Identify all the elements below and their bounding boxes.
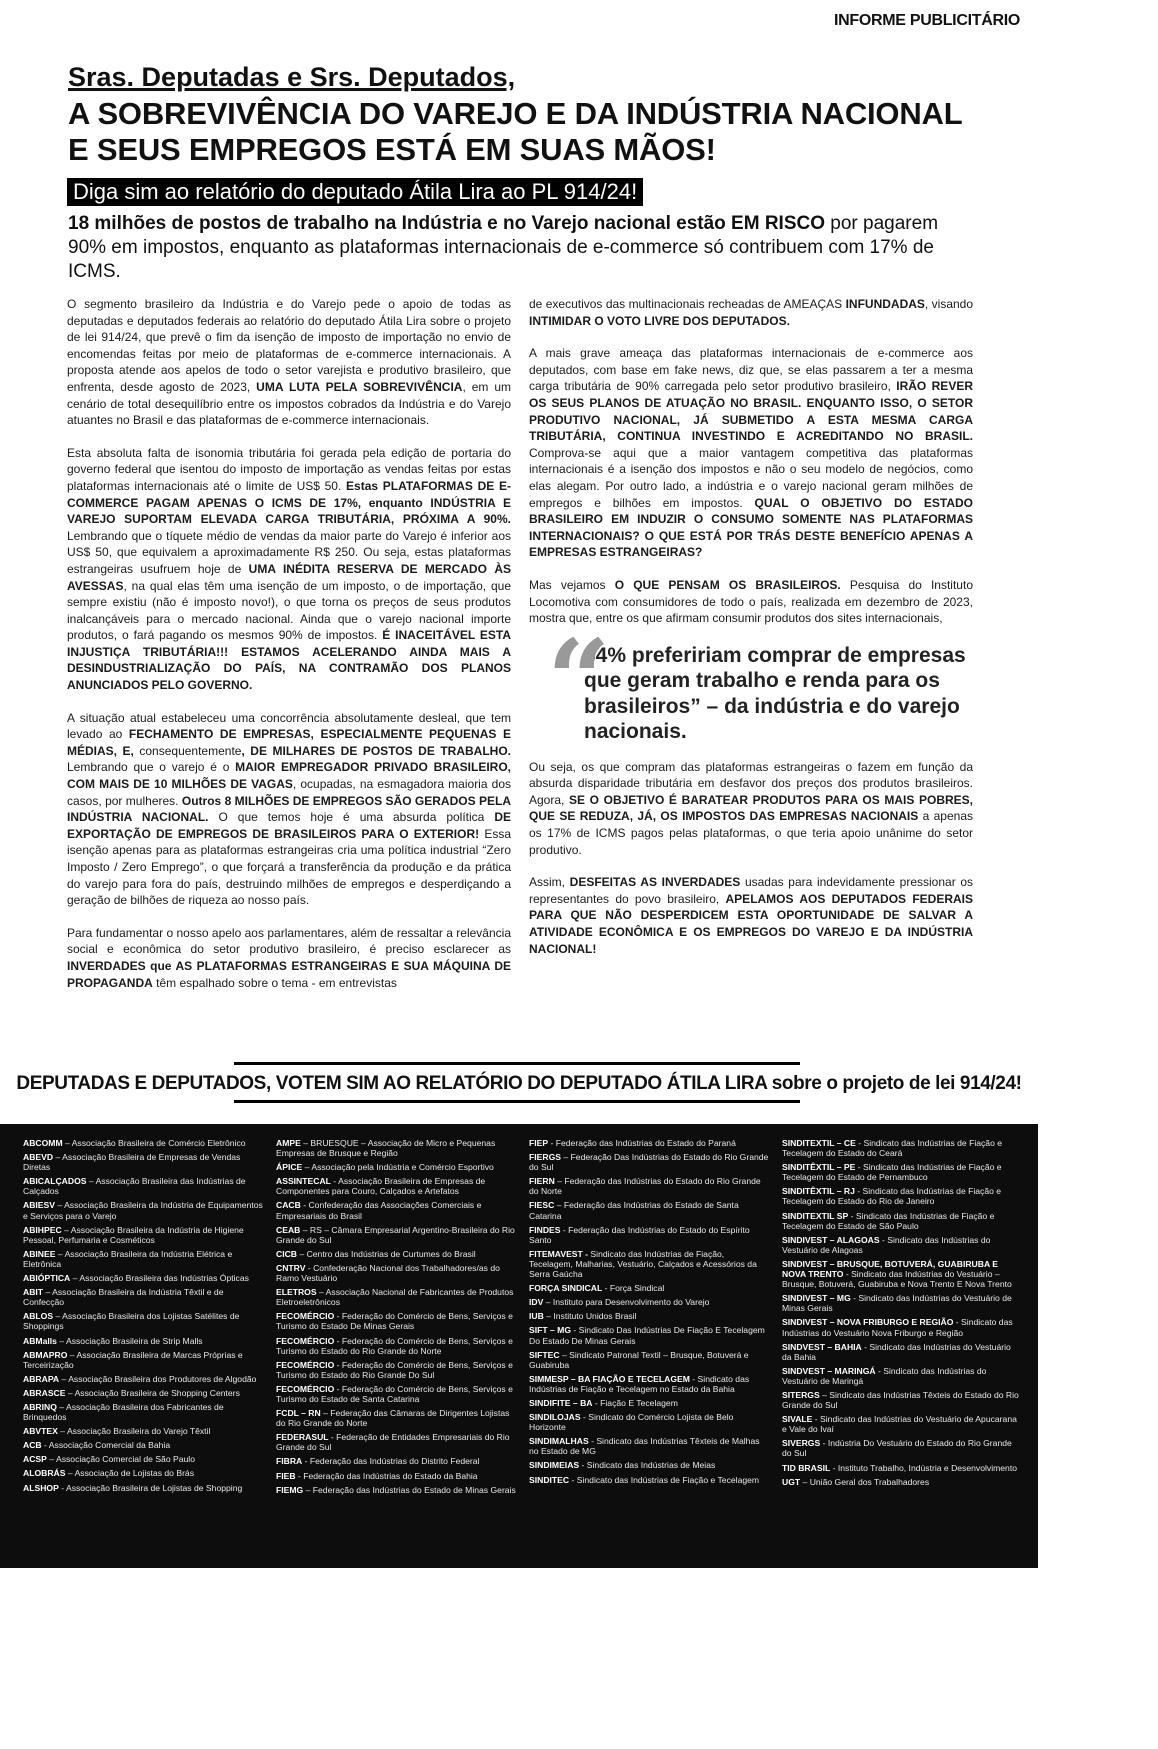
body-text: de executivos das multinacionais recheadas de AMEAÇAS bbox=[529, 297, 846, 311]
signatory-name: ABRINQ bbox=[23, 1401, 57, 1412]
signatory-description: - Sindicato das Indústrias de Meias bbox=[579, 1460, 716, 1471]
signatory-name: FIEB bbox=[276, 1470, 296, 1481]
signatory-description: - Confederação das Associações Comerciais e Empresariais do Brasil bbox=[276, 1200, 482, 1221]
signatory-description: – Centro das Indústrias de Curtumes do Brasil bbox=[297, 1248, 476, 1259]
signatory-item bbox=[529, 1225, 769, 1245]
signatory-description: - Federação das Indústrias do Estado do Espírito Santo bbox=[529, 1224, 750, 1245]
signatories-column-1 bbox=[23, 1138, 263, 1497]
body-text: Assim, bbox=[529, 875, 570, 890]
signatory-item bbox=[782, 1235, 1022, 1255]
signatory-description: - Força Sindical bbox=[602, 1283, 665, 1294]
signatory-item bbox=[23, 1402, 263, 1422]
signatory-item bbox=[782, 1138, 1022, 1158]
emphasis-text: MAIOR EMPREGADOR PRIVADO BRASILEIRO, COM MAIS DE 10 MILHÕES DE VAGAS bbox=[67, 760, 511, 792]
signatory-name: ACB bbox=[23, 1440, 42, 1451]
signatory-item bbox=[782, 1463, 1022, 1473]
signatory-item bbox=[23, 1336, 263, 1346]
signatory-name: ABCOMM bbox=[23, 1138, 63, 1148]
signatory-description: – Associação Brasileira dos Produtores de Algodão bbox=[59, 1373, 257, 1384]
signatory-item bbox=[23, 1468, 263, 1478]
signatory-item bbox=[529, 1297, 769, 1307]
signatory-description: - Sindicato do Comércio Lojista de Belo Horizonte bbox=[529, 1412, 734, 1433]
body-paragraph bbox=[67, 925, 511, 991]
signatory-item bbox=[23, 1388, 263, 1398]
signatory-description: - Sindicato das Indústrias de Fiação e Tecelagem do Estado do Ceará bbox=[782, 1138, 1003, 1159]
body-paragraph bbox=[67, 710, 511, 909]
signatory-name: ABICALÇADOS bbox=[23, 1176, 87, 1187]
signatory-item bbox=[23, 1287, 263, 1307]
signatory-item bbox=[276, 1263, 516, 1283]
signatory-description: – RS – Câmara Empresarial Argentino-Brasileira do Rio Grande do Sul bbox=[276, 1224, 515, 1245]
signatory-name: SIFT – MG bbox=[529, 1325, 572, 1336]
signatory-name: FIERN bbox=[529, 1176, 555, 1187]
signatory-name: FIBRA bbox=[276, 1456, 303, 1467]
signatory-description: - Sindicato das Indústrias Têxteis de Malhas no Estado de MG bbox=[529, 1436, 760, 1457]
signatory-description: - Federação do Comércio de Bens, Serviços e Turismo do Estado do Rio Grande do Norte bbox=[276, 1335, 513, 1356]
signatory-item bbox=[529, 1412, 769, 1432]
signatory-description: – BRUESQUE – Associação de Micro e Pequenas Empresas de Brusque e Região bbox=[276, 1138, 496, 1159]
signatory-name: ABMalls bbox=[23, 1335, 57, 1346]
signatory-description: – Associação Brasileira de Marcas Próprias e Terceirização bbox=[23, 1349, 243, 1370]
signatory-description: – Associação Nacional de Fabricantes de Produtos Eletroeletrônicos bbox=[276, 1287, 514, 1308]
signatory-name: FECOMÉRCIO bbox=[276, 1359, 335, 1370]
emphasis-text: FECHAMENTO DE EMPRESAS, ESPECIALMENTE PEQUENAS E MÉDIAS, E, bbox=[67, 727, 511, 758]
banner-subtitle: Diga sim ao relatório do deputado Átila Lira ao PL 914/24! bbox=[67, 178, 643, 206]
signatory-name: SINDIVEST – ALAGOAS bbox=[782, 1234, 880, 1245]
signatory-description: - Instituto Trabalho, Indústria e Desenvolvimento bbox=[830, 1462, 1017, 1473]
signatory-name: FCDL – RN bbox=[276, 1408, 321, 1419]
signatory-item bbox=[782, 1438, 1022, 1458]
lead-paragraph bbox=[68, 212, 968, 284]
signatory-description: - Confederação Nacional dos Trabalhadores/as do Ramo Vestuário bbox=[276, 1262, 500, 1284]
signatory-name: ABIÓPTICA bbox=[23, 1273, 71, 1284]
signatory-description: – Associação Brasileira do Varejo Têxtil bbox=[57, 1426, 211, 1437]
signatory-name: ABIHPEC bbox=[23, 1224, 62, 1235]
signatory-item bbox=[276, 1138, 516, 1158]
signatory-item bbox=[529, 1249, 769, 1279]
signatory-item bbox=[529, 1436, 769, 1456]
signatory-item bbox=[23, 1440, 263, 1450]
signatory-description: – Associação Brasileira de Empresas de Vendas Diretas bbox=[23, 1152, 241, 1173]
signatory-name: TID BRASIL bbox=[782, 1462, 831, 1473]
signatory-description: Sindicato das Indústrias de Fiação, Tecelagem, Malharias, Vestuário, Calçados e Acessórios da Serra Gaúcha bbox=[529, 1248, 757, 1280]
signatories-column-2 bbox=[276, 1138, 516, 1499]
signatory-description: - Federação das Indústrias do Estado do Paraná bbox=[548, 1138, 736, 1148]
signatory-item bbox=[782, 1211, 1022, 1231]
signatory-description: – Associação Brasileira dos Lojistas Satélites de Shoppings bbox=[23, 1311, 240, 1332]
signatory-name: FEDERASUL bbox=[276, 1432, 329, 1443]
signatory-description: - Associação Comercial da Bahia bbox=[41, 1440, 171, 1451]
signatory-name: ACSP bbox=[23, 1454, 47, 1465]
signatory-name: ABEVD bbox=[23, 1152, 54, 1163]
signatory-description: - Sindicato das Indústrias do Vestuário de Maringá bbox=[782, 1365, 987, 1386]
signatory-item bbox=[782, 1317, 1022, 1337]
emphasis-text: DE EXPORTAÇÃO DE EMPREGOS DE BRASILEIROS PARA O EXTERIOR! bbox=[67, 810, 511, 841]
signatory-item bbox=[782, 1477, 1022, 1487]
body-text: consequentemente bbox=[139, 743, 242, 758]
signatory-description: – Federação das Indústrias do Estado de Minas Gerais bbox=[303, 1484, 516, 1495]
signatory-name: SINDILOJAS bbox=[529, 1412, 581, 1423]
signatory-name: IUB bbox=[529, 1311, 544, 1322]
signatory-description: - Sindicato das Indústrias de Fiação e Tecelagem no Estado da Bahia bbox=[529, 1373, 750, 1394]
signatory-item bbox=[23, 1374, 263, 1384]
signatory-description: - Sindicato das Indústrias do Vestuário – Brusque, Botuverá, Guabiruba e Nova Trento E Nova Trento bbox=[782, 1269, 1012, 1290]
signatory-item bbox=[782, 1293, 1022, 1313]
signatory-description: – Instituto para Desenvolvimento do Varejo bbox=[543, 1297, 710, 1308]
signatory-description: - Sindicato das Indústrias do Vestuário da Bahia bbox=[782, 1341, 1011, 1362]
signatory-item bbox=[23, 1225, 263, 1245]
emphasis-text: INTIMIDAR O VOTO LIVRE DOS DEPUTADOS. bbox=[529, 313, 790, 328]
signatory-item bbox=[782, 1259, 1022, 1289]
body-text: Essa isenção apenas para as plataformas estrangeiras cria uma política industrial “Zero Imposto / Zero Emprego”, o que forçará a transferência da produção e da prática do varejo para fora do país, destruindo milhões de empregos e desperdiçando a geração de bilhões de riqueza ao nosso país. bbox=[67, 826, 512, 908]
body-paragraph bbox=[529, 296, 973, 329]
quote-text: 84% prefeririam comprar de empresas que geram trabalho e renda para os brasileiros” – da indústria e do varejo nacionais. bbox=[584, 643, 966, 744]
signatory-name: AMPE bbox=[276, 1138, 301, 1148]
signatory-name: SIFTEC bbox=[529, 1349, 560, 1360]
signatory-item bbox=[276, 1176, 516, 1196]
body-text: A mais grave ameaça das plataformas internacionais de e-commerce aos deputados, com base em fake news, diz que, se elas passarem a ter a mesma carga tributária de 90% carregada pelo setor produtivo brasileiro, bbox=[529, 346, 973, 394]
signatories-column-3 bbox=[529, 1138, 769, 1489]
signatory-description: – Instituto Unidos Brasil bbox=[543, 1311, 637, 1322]
signatory-name: ABINEE bbox=[23, 1248, 56, 1259]
signatory-description: - Federação do Comércio de Bens, Serviços e Turismo do Estado do Rio Grande Do Sul bbox=[276, 1359, 513, 1380]
emphasis-text: O QUE PENSAM OS BRASILEIROS. bbox=[614, 577, 841, 592]
emphasis-text: É INACEITÁVEL ESTA INJUSTIÇA TRIBUTÁRIA!!! ESTAMOS ACELERANDO AINDA MAIS A DESINDUSTRIALIZAÇÃO DO PAÍS, NA CONTRAMÃO DOS PLANOS ANUNCIADOS PELO GOVERNO. bbox=[67, 628, 512, 693]
signatory-description: – Associação Comercial de São Paulo bbox=[46, 1454, 195, 1465]
signatory-name: FORÇA SINDICAL bbox=[529, 1283, 603, 1294]
signatory-description: – Sindicato Patronal Textil – Brusque, Botuverá e Guabiruba bbox=[529, 1349, 749, 1370]
body-paragraph bbox=[529, 759, 973, 859]
body-text: têm espalhado sobre o tema - em entrevistas bbox=[152, 975, 397, 990]
signatory-item bbox=[529, 1374, 769, 1394]
signatory-name: ELETROS bbox=[276, 1287, 317, 1298]
signatory-name: FIERGS bbox=[529, 1152, 561, 1163]
signatory-description: – Associação Brasileira da Indústria Elétrica e Eletrônica bbox=[23, 1248, 233, 1269]
body-text: A situação atual estabeleceu uma concorrência absolutamente desleal, que tem levado ao bbox=[67, 710, 511, 742]
signatory-item bbox=[529, 1283, 769, 1293]
signatory-name: ABLOS bbox=[23, 1311, 54, 1322]
signatory-description: – Associação Brasileira de Strip Malls bbox=[56, 1335, 203, 1346]
signatory-description: – Associação pela Indústria e Comércio Esportivo bbox=[302, 1162, 494, 1173]
signatory-item bbox=[782, 1186, 1022, 1206]
signatory-item bbox=[23, 1311, 263, 1331]
signatory-description: - Federação do Comércio de Bens, Serviços e Turismo do Estado De Minas Gerais bbox=[276, 1311, 513, 1332]
signatory-name: IDV bbox=[529, 1297, 544, 1308]
signatory-item bbox=[23, 1483, 263, 1493]
emphasis-text: QUAL O OBJETIVO DO ESTADO BRASILEIRO EM INDUZIR O CONSUMO SOMENTE NAS PLATAFORMAS INTERNACIONAIS? O QUE ESTÁ POR TRÁS DESTE BENEFÍCIO APENAS A EMPRESAS ESTRANGEIRAS? bbox=[529, 495, 973, 560]
signatory-name: CACB bbox=[276, 1200, 301, 1211]
signatory-description: - Sindicato das Indústrias do Vestuário de Alagoas bbox=[782, 1234, 991, 1255]
signatory-item bbox=[23, 1152, 263, 1172]
right-column-bottom bbox=[529, 759, 973, 958]
emphasis-text: Outros 8 MILHÕES DE EMPREGOS SÃO GERADOS PELA INDÚSTRIA NACIONAL. bbox=[67, 793, 511, 825]
signatory-name: FIESC bbox=[529, 1200, 555, 1211]
signatory-item bbox=[782, 1366, 1022, 1386]
informe-publicitario-label: INFORME PUBLICITÁRIO bbox=[834, 12, 1020, 29]
signatory-item bbox=[529, 1311, 769, 1321]
signatory-name: CNTRV bbox=[276, 1262, 306, 1273]
signatory-item bbox=[23, 1200, 263, 1220]
signatory-item bbox=[276, 1432, 516, 1452]
right-column-top bbox=[529, 296, 973, 627]
signatory-item bbox=[23, 1350, 263, 1370]
body-text: Mas vejamos bbox=[529, 577, 615, 592]
body-text: usadas para indevidamente pressionar os representantes do povo brasileiro, bbox=[529, 875, 974, 906]
signatory-item bbox=[276, 1249, 516, 1259]
signatory-description: – Associação Brasileira da Indústria Têxtil e de Confecção bbox=[23, 1287, 224, 1308]
emphasis-text: SE O OBJETIVO É BARATEAR PRODUTOS PARA OS MAIS POBRES, QUE SE REDUZA, JÁ, OS IMPOSTOS DAS EMPRESAS NACIONAIS bbox=[529, 792, 973, 824]
body-text: Para fundamentar o nosso apelo aos parlamentares, além de ressaltar a relevância social e econômica do setor produtivo brasileiro, é preciso esclarecer as bbox=[67, 925, 511, 957]
signatory-name: SINDIFITE – BA bbox=[529, 1397, 593, 1408]
emphasis-text: IRÃO REVER OS SEUS PLANOS DE ATUAÇÃO NO BRASIL. ENQUANTO ISSO, O SETOR PRODUTIVO NACIONAL, JÁ SUBMETIDO A ESTA MESMA CARGA TRIBUTÁRIA, CONTINUA INVESTINDO E ACREDITANDO NO BRASIL. bbox=[529, 379, 973, 444]
signatory-name: ABIESV bbox=[23, 1200, 55, 1211]
signatory-item bbox=[529, 1350, 769, 1370]
signatory-name: SIMMESP – BA FIAÇÃO E TECELAGEM bbox=[529, 1373, 690, 1384]
pull-quote bbox=[529, 614, 973, 745]
emphasis-text: INFUNDADAS bbox=[845, 297, 925, 311]
signatory-name: SINDITEC bbox=[529, 1474, 570, 1485]
body-text: Pesquisa do Instituto Locomotiva com consumidores de todo o país, realizada em dezembro de 2023, mostra que, entre os que afirmam consumir produtos dos sites internacionais, bbox=[529, 577, 973, 626]
signatory-item bbox=[529, 1398, 769, 1408]
body-text: Lembrando que o tíquete médio de vendas da maior parte do Varejo é inferior aos US$ 50, que equivalem a aproximadamente R$ 250. Ou seja, estas plataformas estrangeiras usufruem hoje de bbox=[67, 528, 511, 576]
signatory-name: SITERGS bbox=[782, 1389, 820, 1400]
signatory-item bbox=[529, 1460, 769, 1470]
signatory-description: - Associação Brasileira de Lojistas de Shopping bbox=[58, 1482, 243, 1493]
signatory-item bbox=[276, 1471, 516, 1481]
signatory-item bbox=[276, 1200, 516, 1220]
signatory-name: ABVTEX bbox=[23, 1426, 58, 1437]
signatory-name: SINDIMALHAS bbox=[529, 1436, 589, 1447]
signatory-name: SINDITÊXTIL – RJ bbox=[782, 1186, 855, 1197]
emphasis-text: , DE MILHARES DE POSTOS DE TRABALHO. bbox=[241, 743, 511, 758]
signatory-name: ASSINTECAL bbox=[276, 1176, 331, 1187]
signatory-description: - Sindicato das Indústrias do Vestuário Nova Friburgo e Região bbox=[782, 1317, 1013, 1338]
signatory-description: – Federação das Câmaras de Dirigentes Lojistas do Rio Grande do Norte bbox=[276, 1408, 510, 1429]
signatory-item bbox=[529, 1152, 769, 1172]
signatory-description: – Federação das Indústrias do Estado do Rio Grande do Norte bbox=[529, 1176, 761, 1197]
emphasis-text: APELAMOS AOS DEPUTADOS FEDERAIS PARA QUE NÃO DESPERDICEM ESTA OPORTUNIDADE DE SALVAR A ATIVIDADE ECONÔMICA E OS EMPREGOS DO VAREJO E DA INDÚSTRIA NACIONAL! bbox=[529, 891, 974, 956]
signatory-name: FECOMÉRCIO bbox=[276, 1383, 335, 1394]
signatory-name: SIVERGS bbox=[782, 1438, 821, 1449]
body-text: a apenas os 17% de ICMS pagos pelas plataformas, o que teria apoio unânime do setor produtivo. bbox=[529, 809, 973, 857]
signatory-item bbox=[23, 1454, 263, 1464]
signatory-description: – Associação Brasileira da Indústria de Equipamentos e Serviços para o Varejo bbox=[23, 1200, 263, 1221]
signatory-description: – Associação Brasileira de Comércio Eletrônico bbox=[62, 1138, 246, 1148]
body-text: , na qual elas têm uma isenção de um imposto, o de importação, que sempre existiu (não é imposto novo!), o que torna os preços de seus produtos inalcançáveis para o mercado nacional. Ainda que o varejo nacional importe produtos, o fará pagando os mesmos 90% de impostos. bbox=[67, 578, 511, 643]
signatory-description: - Federação de Entidades Empresariais do Rio Grande do Sul bbox=[276, 1432, 510, 1453]
body-paragraph bbox=[529, 874, 973, 957]
signatory-name: ALOBRÁS bbox=[23, 1468, 66, 1479]
body-text: , em um cenário de total desequilíbrio entre os impostos cobrados da Indústria e do Varejo atuantes no Brasil e das plataformas de e-commerce internacionais. bbox=[67, 379, 512, 428]
signatory-name: SINDVEST – BAHIA bbox=[782, 1341, 862, 1352]
signatory-name: ABRAPA bbox=[23, 1373, 60, 1384]
signatory-description: – Associação de Lojistas do Brás bbox=[65, 1468, 195, 1479]
lead-bold: 18 milhões de postos de trabalho na Indústria e no Varejo nacional estão EM RISCO bbox=[68, 213, 826, 234]
signatory-item bbox=[529, 1138, 769, 1148]
signatory-item bbox=[782, 1414, 1022, 1434]
signatory-description: – Sindicato das Indústrias Têxteis do Estado do Rio Grande do Sul bbox=[782, 1389, 1019, 1411]
body-text: O que temos hoje é uma absurda política bbox=[208, 810, 495, 825]
signatory-item bbox=[276, 1384, 516, 1404]
signatory-item bbox=[276, 1225, 516, 1245]
signatory-name: SINDIVEST – BRUSQUE, BOTUVERÁ, GUABIRUBA E NOVA TRENTO bbox=[782, 1258, 998, 1280]
signatory-name: SINDIVEST – MG bbox=[782, 1293, 851, 1304]
signatory-name: SINDIMEIAS bbox=[529, 1460, 580, 1471]
signatory-item bbox=[529, 1475, 769, 1485]
signatory-item bbox=[529, 1176, 769, 1196]
body-paragraph bbox=[67, 296, 511, 429]
signatory-name: ÁPICE bbox=[276, 1162, 303, 1173]
emphasis-text: UMA LUTA PELA SOBREVIVÊNCIA bbox=[256, 379, 463, 394]
signatory-name: SINDITÊXTIL – PE bbox=[782, 1162, 856, 1173]
signatories-column-4 bbox=[782, 1138, 1022, 1491]
signatory-name: ABMAPRO bbox=[23, 1349, 68, 1360]
signatory-description: - Sindicato das Indústrias de Fiação e Tecelagem do Estado do Rio de Janeiro bbox=[782, 1186, 1002, 1207]
signatory-description: – Associação Brasileira das Indústrias de Calçados bbox=[23, 1176, 246, 1197]
signatory-name: ALSHOP bbox=[23, 1482, 59, 1493]
signatory-description: - Federação das Indústrias do Estado da Bahia bbox=[295, 1470, 478, 1481]
signatory-item bbox=[276, 1162, 516, 1172]
emphasis-text: DESFEITAS AS INVERDADES bbox=[569, 875, 741, 890]
body-text: Esta absoluta falta de isonomia tributária foi gerada pela edição de portaria do governo federal que isentou do imposto de importação as vendas feitas por estas plataformas internacionais até o limite de US$ 50. bbox=[67, 445, 511, 493]
signatory-name: FINDES bbox=[529, 1224, 561, 1235]
body-text: Ou seja, os que compram das plataformas estrangeiras o fazem em função da absurda disparidade tributária em desfavor dos preços dos produtos brasileiros. Agora, bbox=[529, 759, 973, 807]
lead-rest: por pagarem 90% em impostos, enquanto as plataformas internacionais de e-commerce só contribuem com 17% de ICMS. bbox=[68, 213, 939, 282]
signatory-description: - Sindicato das Indústrias do Vestuário de Minas Gerais bbox=[782, 1293, 1012, 1314]
signatory-name: SIVALE bbox=[782, 1414, 813, 1425]
signatory-name: SINDITEXTIL SP bbox=[782, 1210, 849, 1221]
signatory-description: - Sindicato das Indústrias de Fiação e Tecelagem do Estado de São Paulo bbox=[782, 1210, 995, 1231]
signatory-item bbox=[276, 1287, 516, 1307]
signatory-name: CEAB bbox=[276, 1224, 301, 1235]
signatory-description: – União Geral dos Trabalhadores bbox=[800, 1476, 930, 1487]
body-paragraph bbox=[529, 345, 973, 561]
signatory-item bbox=[782, 1390, 1022, 1410]
signatory-description: – Federação Das Indústrias do Estado do Rio Grande do Sul bbox=[529, 1152, 769, 1173]
signatory-description: – Associação Brasileira das Indústrias Ópticas bbox=[70, 1273, 249, 1284]
signatory-item bbox=[276, 1360, 516, 1380]
signatory-description: – Associação Brasileira da Indústria de Higiene Pessoal, Perfumaria e Cosméticos bbox=[23, 1224, 244, 1245]
signatory-item bbox=[23, 1426, 263, 1436]
signatory-description: - Sindicato Das Indústrias De Fiação E Tecelagem Do Estado De Minas Gerais bbox=[529, 1325, 765, 1346]
signatory-description: – Associação Brasileira de Shopping Centers bbox=[65, 1387, 240, 1398]
signatory-description: - Associação Brasileira de Empresas de Componentes para Couro, Calçados e Artefatos bbox=[276, 1176, 486, 1197]
signatory-item bbox=[529, 1325, 769, 1345]
emphasis-text: Estas PLATAFORMAS DE E-COMMERCE PAGAM APENAS O ICMS DE 17%, enquanto INDÚSTRIA E VAREJO SUPORTAM ELEVADA CARGA TRIBUTÁRIA, PRÓXIMA A 90%. bbox=[67, 478, 511, 527]
signatory-item bbox=[23, 1249, 263, 1269]
signatory-name: UGT bbox=[782, 1476, 801, 1487]
signatory-item bbox=[782, 1162, 1022, 1182]
signatory-item bbox=[276, 1485, 516, 1495]
signatory-name: FECOMÉRCIO bbox=[276, 1311, 335, 1322]
divider-top bbox=[234, 1062, 800, 1065]
body-text: O segmento brasileiro da Indústria e do Varejo pede o apoio de todas as deputadas e deputados federais ao relatório do deputado Átila Lira sobre o projeto de lei 914/24, que prevê o fim da isenção de imposto de importação no envio de encomendas feitas por meio de plataformas de e-commerce internacionais. A proposta atende aos apelos de todo o setor varejista e produtivo brasileiro, que enfrenta, desde agosto de 2023, bbox=[67, 297, 511, 394]
signatory-description: - Federação do Comércio de Bens, Serviços e Turismo do Estado de Santa Catarina bbox=[276, 1383, 513, 1404]
signatory-item bbox=[276, 1408, 516, 1428]
call-to-action: DEPUTADAS E DEPUTADOS, VOTEM SIM AO RELATÓRIO DO DEPUTADO ÁTILA LIRA sobre o projeto de lei 914/24! bbox=[16, 1073, 1022, 1094]
signatory-description: - Sindicato das Indústrias de Fiação e Tecelagem bbox=[569, 1474, 760, 1485]
quote-mark-icon: “ bbox=[547, 614, 611, 744]
body-text: , ocupadas, na esmagadora maioria dos casos, por mulheres. bbox=[67, 777, 512, 808]
signatory-name: SINDVEST – MARINGÁ bbox=[782, 1365, 876, 1376]
signatory-name: FIEMG bbox=[276, 1484, 304, 1495]
signatory-name: CICB bbox=[276, 1248, 298, 1259]
right-column bbox=[529, 296, 973, 973]
signatory-item bbox=[782, 1342, 1022, 1362]
left-column bbox=[67, 296, 511, 1007]
signatory-item bbox=[23, 1176, 263, 1196]
signatory-item bbox=[23, 1138, 263, 1148]
page-title: A SOBREVIVÊNCIA DO VAREJO E DA INDÚSTRIA NACIONAL E SEUS EMPREGOS ESTÁ EM SUAS MÃOS! bbox=[68, 96, 962, 167]
signatories-footer bbox=[0, 1124, 1038, 1568]
signatory-item bbox=[276, 1456, 516, 1466]
body-text: Lembrando que o varejo é o bbox=[67, 760, 236, 775]
signatory-description: – Associação Brasileira dos Fabricantes de Brinquedos bbox=[23, 1401, 224, 1423]
salutation-heading: Sras. Deputadas e Srs. Deputados, bbox=[68, 62, 516, 92]
signatory-description: - Sindicato das Indústrias de Fiação e Tecelagem do Estado de Pernambuco bbox=[782, 1162, 1002, 1183]
divider-bottom bbox=[234, 1100, 800, 1103]
signatory-item bbox=[529, 1200, 769, 1220]
signatory-name: SINDITEXTIL – CE bbox=[782, 1138, 856, 1148]
body-text: Comprova-se aqui que a maior vantagem competitiva das plataformas internacionais é a isenção dos impostos e não o seu modelo de negócios, como elas alegam. Por outro lado, a indústria e o varejo nacional geram milhões de empregos e bilhões em impostos. bbox=[529, 445, 973, 510]
signatory-description: – Federação das Indústrias do Estado de Santa Catarina bbox=[529, 1200, 739, 1221]
signatory-name: SINDIVEST – NOVA FRIBURGO E REGIÃO bbox=[782, 1317, 954, 1328]
body-text: , visando bbox=[924, 297, 974, 311]
signatory-name: ABIT bbox=[23, 1287, 44, 1298]
body-paragraph bbox=[67, 445, 511, 694]
emphasis-text: INVERDADES que AS PLATAFORMAS ESTRANGEIRAS E SUA MÁQUINA DE PROPAGANDA bbox=[67, 958, 511, 990]
signatory-item bbox=[276, 1336, 516, 1356]
signatory-name: FITEMAVEST - bbox=[529, 1248, 589, 1259]
signatory-name: ABRASCE bbox=[23, 1387, 66, 1398]
signatory-description: - Fiação E Tecelagem bbox=[592, 1397, 678, 1408]
emphasis-text: UMA INÉDITA RESERVA DE MERCADO ÀS AVESSAS bbox=[67, 561, 511, 593]
signatory-name: FIEP bbox=[529, 1138, 549, 1148]
signatory-name: FECOMÉRCIO bbox=[276, 1335, 335, 1346]
signatory-item bbox=[23, 1273, 263, 1283]
signatory-description: - Sindicato das Indústrias do Vestuário de Apucarana e Vale do Ivaí bbox=[782, 1414, 1017, 1435]
signatory-description: - Federação das Indústrias do Distrito Federal bbox=[302, 1456, 480, 1467]
signatory-description: - Indústria Do Vestuário do Estado do Rio Grande do Sul bbox=[782, 1438, 1012, 1459]
signatory-item bbox=[276, 1311, 516, 1331]
